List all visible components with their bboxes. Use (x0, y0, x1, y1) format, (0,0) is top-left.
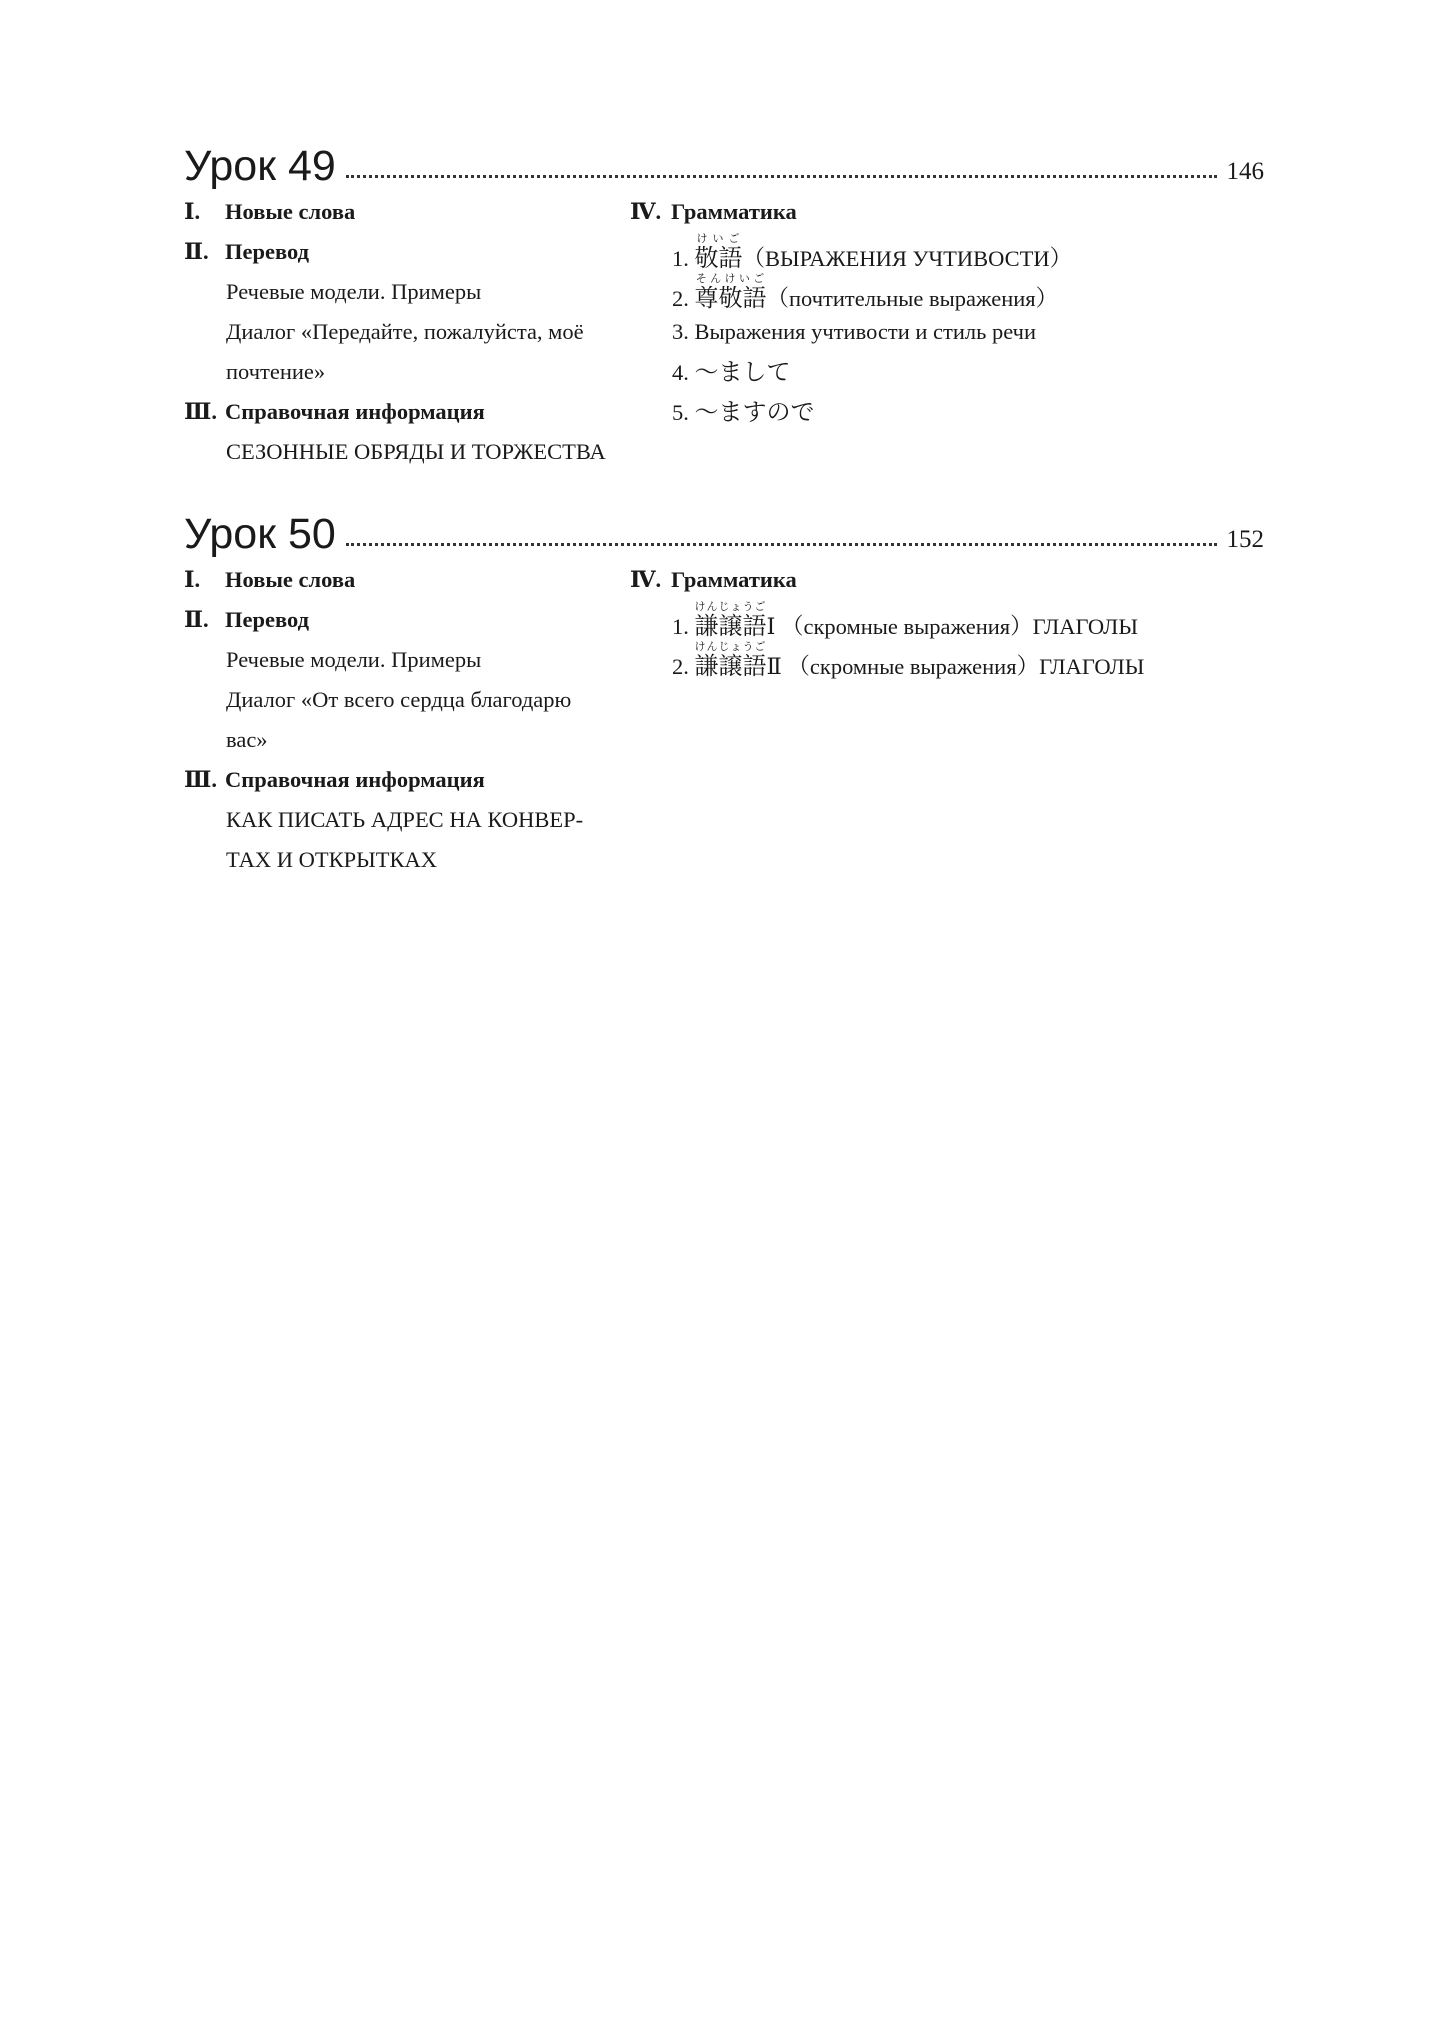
grammar-item (672, 352, 791, 393)
item-suffix: Ⅱ (766, 654, 782, 679)
item-number: 2. (672, 654, 689, 679)
section-translation (184, 232, 309, 272)
section-grammar (630, 560, 797, 600)
section-number: Ⅲ. (184, 399, 218, 424)
japanese-term: 尊敬語そんけいご (694, 272, 767, 312)
grammar-item (672, 392, 815, 433)
lesson-header (184, 128, 1264, 188)
japanese-pattern: ～ますので (694, 398, 815, 426)
item-number: 4. (672, 360, 689, 385)
section-grammar (630, 192, 797, 232)
dotted-leader (346, 175, 1217, 178)
item-number: 5. (672, 400, 689, 425)
japanese-term: 謙譲語けんじょうご (694, 600, 767, 640)
section-number: Ⅳ. (630, 199, 662, 224)
item-number: 1. (672, 614, 689, 639)
section-new-words (184, 192, 355, 232)
section-new-words (184, 560, 355, 600)
reference-item: КАК ПИСАТЬ АДРЕС НА КОНВЕР- (226, 807, 584, 832)
translation-item: почтение» (226, 359, 326, 384)
furigana: けんじょうご (694, 640, 767, 653)
translation-item: вас» (226, 727, 268, 752)
section-translation (184, 600, 309, 640)
translation-item: Диалог «Передайте, пожалуйста, моё (226, 319, 584, 344)
lesson-50 (184, 496, 1264, 976)
page-number: 152 (1226, 526, 1264, 553)
reference-item: СЕЗОННЫЕ ОБРЯДЫ И ТОРЖЕСТВА (226, 439, 606, 464)
item-number: 2. (672, 286, 689, 311)
section-title: Перевод (225, 607, 309, 632)
reference-item: ТАХ И ОТКРЫТКАХ (226, 847, 438, 872)
dotted-leader (346, 543, 1217, 546)
section-number: Ⅰ. (184, 199, 201, 224)
item-text: （ВЫРАЖЕНИЯ УЧТИВОСТИ） (742, 246, 1073, 271)
japanese-pattern: ～まして (694, 358, 791, 386)
item-text: （скромные выражения）ГЛАГОЛЫ (781, 614, 1138, 639)
translation-item: Речевые модели. Примеры (226, 279, 482, 304)
section-number: Ⅰ. (184, 567, 201, 592)
section-number: Ⅱ. (184, 239, 209, 264)
item-suffix: Ⅰ (766, 614, 776, 639)
item-number: 1. (672, 246, 689, 271)
grammar-item: 3. Выражения учтивости и стиль речи (672, 319, 1037, 344)
item-text: （скромные выражения）ГЛАГОЛЫ (787, 654, 1145, 679)
section-title: Справочная информация (225, 767, 485, 792)
page-number: 146 (1226, 158, 1264, 185)
section-reference (184, 760, 485, 800)
section-title: Новые слова (225, 199, 356, 224)
grammar-item (672, 640, 1144, 687)
translation-item: Речевые модели. Примеры (226, 647, 482, 672)
section-number: Ⅲ. (184, 767, 218, 792)
japanese-term: 謙譲語けんじょうご (694, 640, 767, 680)
furigana: けいご (694, 232, 743, 245)
item-text: （почтительные выражения） (766, 286, 1059, 311)
section-number: Ⅱ. (184, 607, 209, 632)
furigana: けんじょうご (694, 600, 767, 613)
furigana: そんけいご (694, 272, 767, 285)
section-title: Справочная информация (225, 399, 485, 424)
section-number: Ⅳ. (630, 567, 662, 592)
section-title: Грамматика (671, 199, 797, 224)
section-title: Грамматика (671, 567, 797, 592)
translation-item: Диалог «От всего сердца благодарю (226, 687, 572, 712)
section-title: Перевод (225, 239, 309, 264)
japanese-term: 敬語けいご (694, 232, 743, 272)
lesson-title: Урок 49 (184, 142, 336, 190)
lesson-header (184, 496, 1264, 556)
section-title: Новые слова (225, 567, 356, 592)
section-reference (184, 392, 485, 432)
lesson-title: Урок 50 (184, 510, 336, 558)
